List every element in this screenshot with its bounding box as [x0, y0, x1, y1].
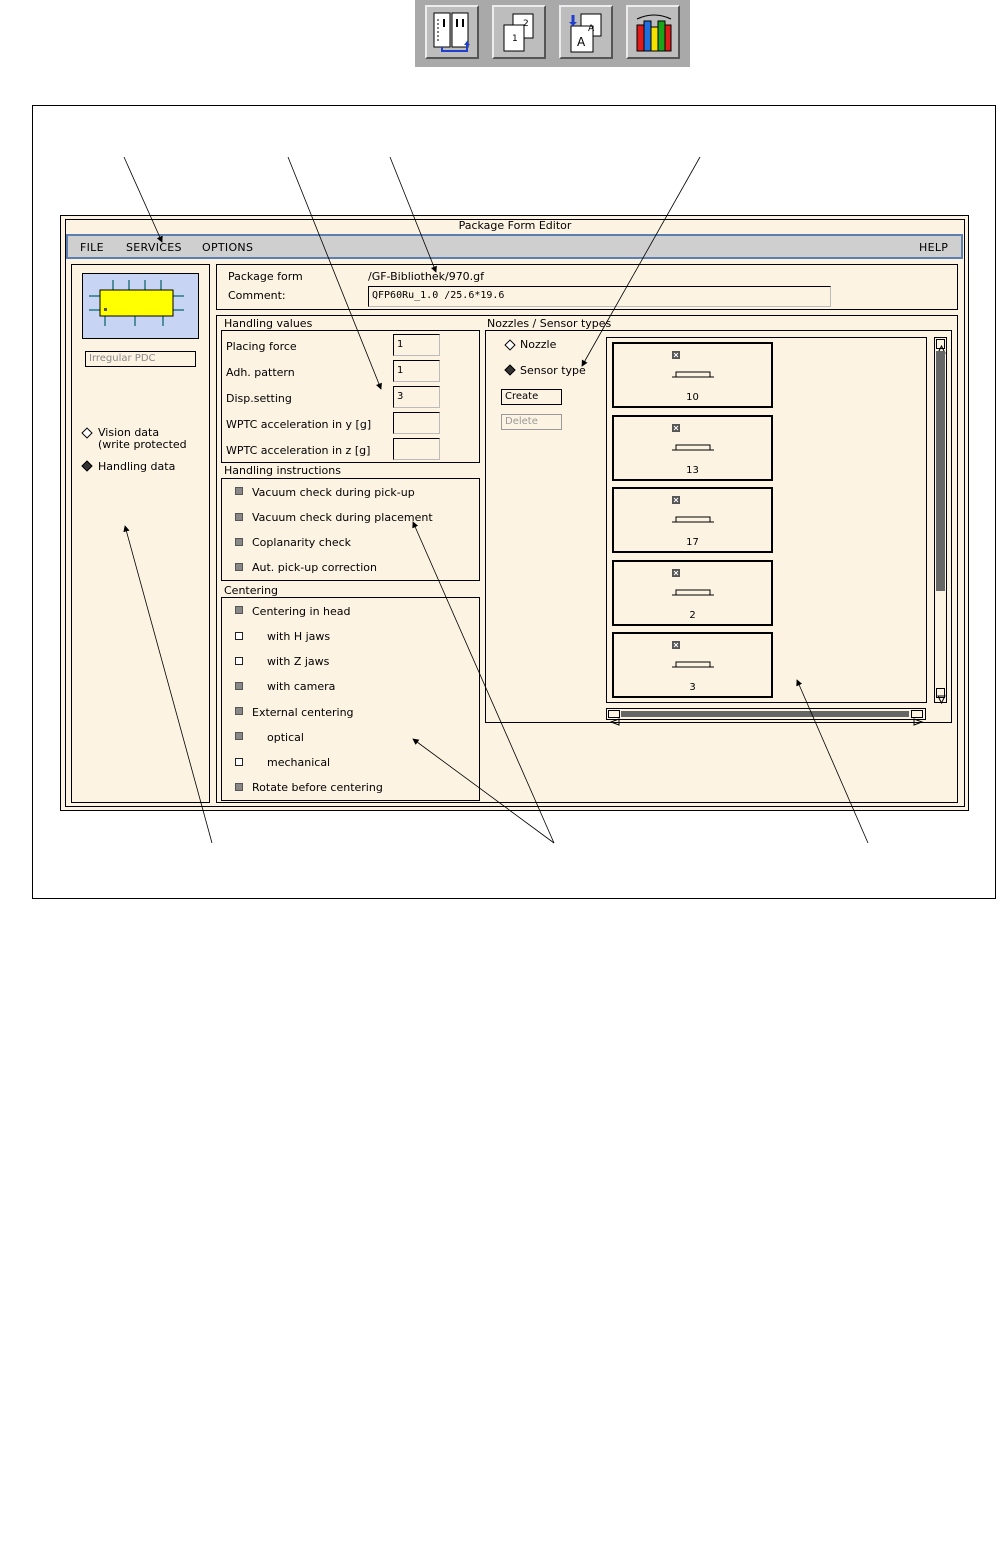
package-form-label: Package form: [228, 270, 303, 283]
create-button[interactable]: Create: [501, 389, 562, 405]
sensor-type-icon: [670, 422, 720, 452]
svg-text:A: A: [577, 35, 586, 49]
nozzle-card[interactable]: [612, 415, 773, 481]
package-preview: [82, 273, 199, 339]
delete-button[interactable]: Delete: [501, 414, 562, 430]
horizontal-scrollbar[interactable]: [606, 708, 926, 720]
menu-options[interactable]: OPTIONS: [202, 241, 254, 254]
aut-pickup-correction-label: Aut. pick-up correction: [252, 561, 377, 574]
nozzle-card[interactable]: [612, 560, 773, 626]
sensor-type-icon: [670, 639, 720, 669]
svg-text:1: 1: [512, 34, 518, 44]
wptc-z-field[interactable]: [393, 438, 440, 460]
horizontal-scroll-thumb[interactable]: [621, 711, 909, 717]
left-panel: [71, 264, 210, 803]
menu-help[interactable]: HELP: [919, 241, 949, 254]
comment-field[interactable]: QFP60Ru_1.0 /25.6*19.6: [368, 286, 831, 307]
with-z-jaws-checkbox[interactable]: [235, 657, 243, 665]
with-h-jaws-label: with H jaws: [267, 630, 331, 643]
nozzle-radio-label: Nozzle: [520, 338, 557, 351]
svg-text:A: A: [588, 24, 595, 34]
disp-setting-label: Disp.setting: [226, 392, 292, 405]
nozzle-card[interactable]: [612, 632, 773, 698]
nozzle-card[interactable]: [612, 487, 773, 553]
handling-data-label: Handling data: [98, 460, 176, 473]
handling-values-title: Handling values: [224, 317, 313, 330]
mechanical-checkbox[interactable]: [235, 758, 243, 766]
sensor-type-icon: [670, 349, 720, 379]
aut-pickup-correction-checkbox[interactable]: [235, 563, 243, 571]
wptc-y-label: WPTC acceleration in y [g]: [226, 418, 372, 431]
external-centering-checkbox[interactable]: [235, 707, 243, 715]
scroll-left-arrow-icon[interactable]: [608, 710, 620, 718]
with-h-jaws-checkbox[interactable]: [235, 632, 243, 640]
vertical-scrollbar[interactable]: [934, 337, 947, 703]
rotate-before-centering-checkbox[interactable]: [235, 783, 243, 791]
placing-force-label: Placing force: [226, 340, 297, 353]
package-form-path: /GF-Bibliothek/970.gf: [368, 270, 485, 283]
wptc-z-label: WPTC acceleration in z [g]: [226, 444, 371, 457]
scroll-up-arrow-icon[interactable]: [936, 339, 945, 349]
document-transfer-icon[interactable]: [559, 5, 613, 59]
with-camera-label: with camera: [267, 680, 336, 693]
rotate-before-centering-label: Rotate before centering: [252, 781, 383, 794]
nozzle-card-label: 2: [689, 610, 696, 621]
centering-in-head-checkbox[interactable]: [235, 606, 243, 614]
menu-bar: [66, 234, 963, 259]
nozzle-card-label: 3: [689, 682, 696, 693]
adh-pattern-field[interactable]: 1: [393, 360, 440, 382]
with-camera-checkbox[interactable]: [235, 682, 243, 690]
sensor-type-icon: [670, 567, 720, 597]
package-type-field[interactable]: Irregular PDC: [85, 351, 196, 367]
coplanarity-checkbox[interactable]: [235, 538, 243, 546]
vertical-scroll-thumb[interactable]: [936, 351, 945, 591]
optical-checkbox[interactable]: [235, 732, 243, 740]
package-editor-icon[interactable]: [425, 5, 479, 59]
vacuum-placement-checkbox[interactable]: [235, 513, 243, 521]
scroll-right-arrow-icon[interactable]: [911, 710, 923, 718]
menu-file[interactable]: FILE: [80, 241, 104, 254]
adh-pattern-label: Adh. pattern: [226, 366, 295, 379]
centering-in-head-label: Centering in head: [252, 605, 351, 618]
scroll-down-arrow-icon[interactable]: [936, 688, 945, 698]
external-centering-label: External centering: [252, 706, 354, 719]
vision-data-label: Vision data: [98, 426, 160, 439]
disp-setting-field[interactable]: 3: [393, 386, 440, 408]
library-books-icon[interactable]: [626, 5, 680, 59]
numbered-documents-icon[interactable]: [492, 5, 546, 59]
vacuum-pickup-checkbox[interactable]: [235, 487, 243, 495]
vacuum-placement-label: Vacuum check during placement: [252, 511, 433, 524]
window-title: Package Form Editor: [458, 219, 572, 232]
sensor-type-radio-label: Sensor type: [520, 364, 586, 377]
nozzle-card[interactable]: [612, 342, 773, 408]
optical-label: optical: [267, 731, 304, 744]
vision-data-sublabel: (write protected: [98, 438, 187, 451]
wptc-y-field[interactable]: [393, 412, 440, 434]
handling-instructions-title: Handling instructions: [224, 464, 341, 477]
mechanical-label: mechanical: [267, 756, 331, 769]
coplanarity-label: Coplanarity check: [252, 536, 352, 549]
centering-group: [221, 597, 480, 801]
placing-force-field[interactable]: 1: [393, 334, 440, 356]
chip-icon: [83, 274, 198, 338]
sensor-type-icon: [670, 494, 720, 524]
vacuum-pickup-label: Vacuum check during pick-up: [252, 486, 415, 499]
menu-services[interactable]: SERVICES: [126, 241, 182, 254]
nozzles-title: Nozzles / Sensor types: [487, 317, 612, 330]
comment-label: Comment:: [228, 289, 286, 302]
with-z-jaws-label: with Z jaws: [267, 655, 330, 668]
toolbar: [415, 0, 690, 67]
nozzle-card-label: 10: [686, 392, 699, 403]
centering-title: Centering: [224, 584, 279, 597]
nozzle-card-label: 13: [686, 465, 699, 476]
nozzle-card-label: 17: [686, 537, 699, 548]
svg-text:2: 2: [523, 19, 529, 29]
